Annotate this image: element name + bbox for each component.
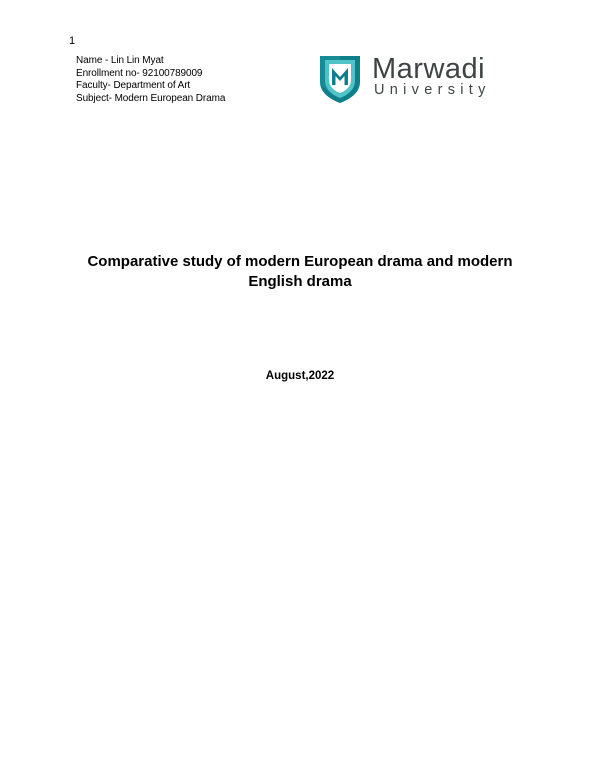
university-logo: [318, 54, 518, 104]
marwadi-shield-icon: [318, 54, 362, 104]
title-line-1: Comparative study of modern European drama and modern: [87, 253, 513, 270]
page-number: 1: [69, 35, 76, 47]
enrollment-number: Enrollment no- 92100789009: [76, 67, 203, 79]
student-name: Name - Lin Lin Myat: [76, 55, 164, 66]
student-info-block: [76, 55, 225, 105]
document-date: August,2022: [265, 370, 335, 382]
title-line-2: English drama: [248, 273, 352, 290]
logo-subtitle: University: [374, 82, 491, 98]
logo-name: Marwadi: [372, 53, 486, 85]
subject: Subject- Modern European Drama: [76, 92, 226, 104]
faculty: Faculty- Department of Art: [76, 80, 191, 91]
document-title: [40, 252, 560, 292]
